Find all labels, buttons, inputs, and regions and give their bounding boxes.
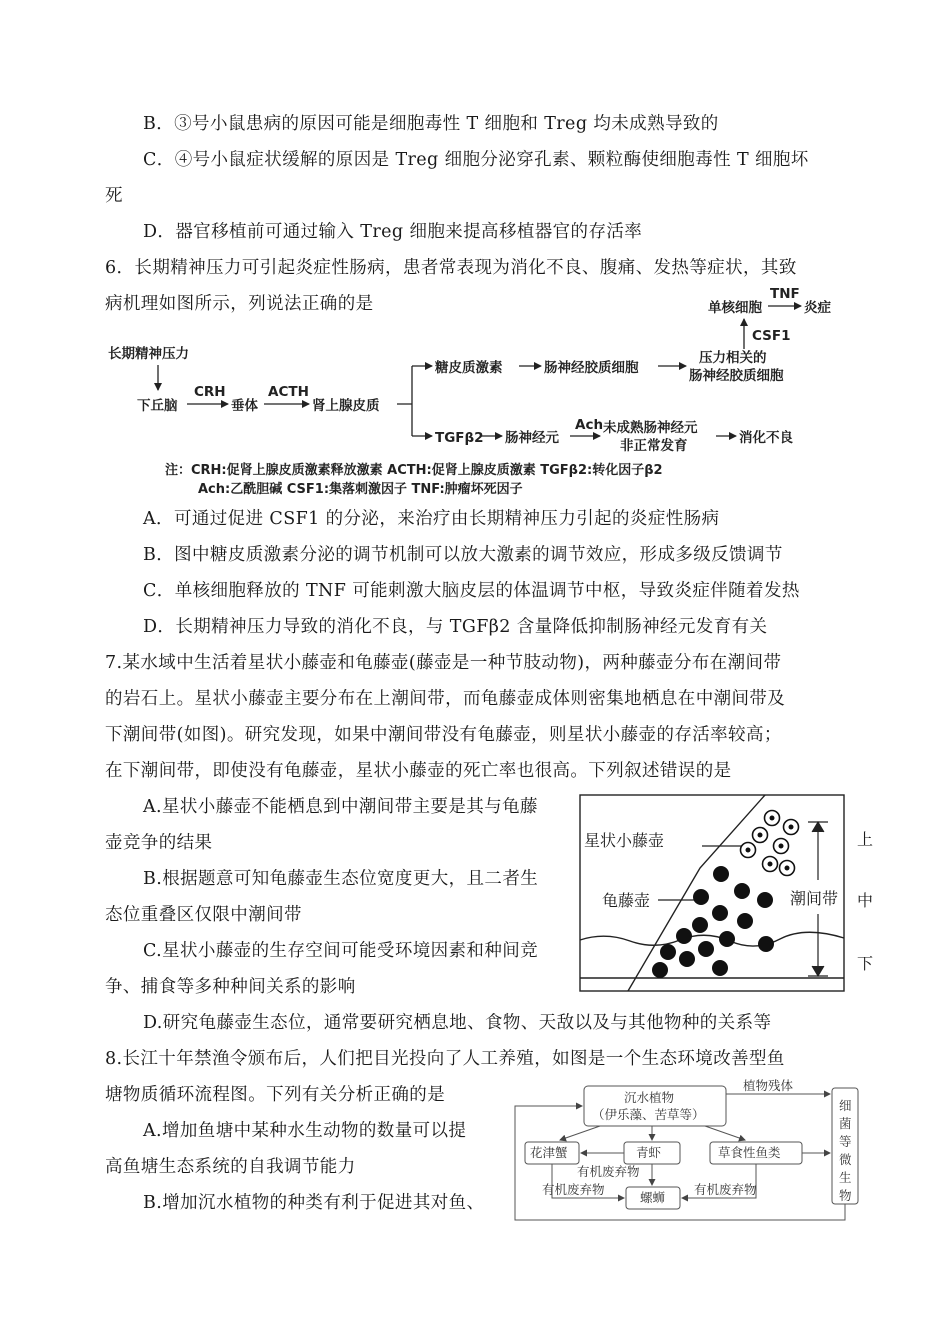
ach-label: Ach [575, 417, 604, 433]
q8-option-b-line1: B.增加沉水植物的种类有利于促进其对鱼、 [143, 1193, 485, 1213]
q7-stem-line2: 的岩石上。星状小藤壶主要分布在上潮间带，而龟藤壶成体则密集地栖息在中潮间带及 [105, 689, 786, 709]
q7-option-c-line1: C.星状小藤壶的生存空间可能受环境因素和种间竞 [143, 941, 539, 961]
q8-stem-line2: 塘物质循环流程图。下列有关分析正确的是 [105, 1085, 446, 1105]
adrenal-cortex-label: 肾上腺皮质 [312, 398, 380, 414]
glucocorticoid-label: 糖皮质激素 [435, 360, 503, 376]
enteric-glia-label: 肠神经胶质细胞 [544, 360, 639, 376]
shrimp-label: 青虾 [636, 1145, 662, 1160]
q6-option-d: D．长期精神压力导致的消化不良，与 TGFβ2 含量降低抑制肠神经元发育有关 [143, 617, 768, 637]
crab-label: 花津蟹 [530, 1145, 568, 1160]
organic-waste-label-3: 有机废弃物 [694, 1182, 757, 1197]
stress-label: 长期精神压力 [108, 346, 189, 362]
stress-glia-label-line2: 肠神经胶质细胞 [689, 368, 784, 384]
enteric-neuron-label: 肠神经元 [505, 430, 559, 446]
inflammation-label: 炎症 [804, 300, 831, 316]
q7-option-b-line2: 态位重叠区仅限中潮间带 [105, 905, 302, 925]
diagram-note-line2: Ach:乙酰胆碱 CSF1:集落刺激因子 TNF:肿瘤坏死因子 [198, 482, 523, 497]
microbes-char-4: 微 [839, 1152, 852, 1167]
q8-option-a-line2: 高鱼塘生态系统的自我调节能力 [105, 1157, 356, 1177]
q6-option-b: B．图中糖皮质激素分泌的调节机制可以放大激素的调节效应，形成多级反馈调节 [143, 545, 783, 565]
q7-stem-line1: 7.某水域中生活着星状小藤壶和龟藤壶(藤壶是一种节肢动物)，两种藤壶分布在潮间带 [105, 653, 782, 673]
indigestion-label: 消化不良 [739, 430, 793, 446]
q5-option-d: D．器官移植前可通过输入 Treg 细胞来提高移植器官的存活率 [143, 222, 643, 242]
upper-zone-label: 上 [857, 830, 874, 849]
microbes-char-2: 菌 [839, 1116, 852, 1131]
snail-label: 螺蛳 [640, 1190, 666, 1205]
q7-stem-line3: 下潮间带(如图)。研究发现，如果中潮间带没有龟藤壶，则星状小藤壶的存活率较高； [105, 725, 782, 745]
microbes-label [839, 1098, 852, 1203]
organic-waste-label-1: 有机废弃物 [577, 1164, 640, 1179]
middle-zone-label: 中 [857, 891, 874, 910]
submerged-plants-label: 沉水植物 [624, 1090, 675, 1105]
immature-neuron-label-line2: 非正常发育 [620, 438, 688, 454]
q5-option-c-line2: 死 [105, 186, 123, 206]
herbivorous-fish-label: 草食性鱼类 [718, 1145, 781, 1160]
q7-option-c-line2: 争、捕食等多种种间关系的影响 [105, 977, 356, 997]
microbes-char-6: 物 [839, 1188, 852, 1203]
q6-option-a: A．可通过促进 CSF1 的分泌，来治疗由长期精神压力引起的炎症性肠病 [143, 509, 720, 529]
q8-option-a-line1: A.增加鱼塘中某种水生动物的数量可以提 [143, 1121, 467, 1141]
tgf-beta2-label: TGFβ2 [435, 430, 484, 446]
immature-neuron-label-line1: 未成熟肠神经元 [603, 420, 698, 436]
microbes-char-5: 生 [839, 1170, 852, 1185]
submerged-plants-examples: （伊乐藻、苦草等） [592, 1107, 705, 1122]
q7-option-a-line2: 壶竞争的结果 [105, 833, 213, 853]
pituitary-label: 垂体 [231, 398, 258, 414]
crh-label: CRH [194, 384, 226, 400]
q7-option-b-line1: B.根据题意可知龟藤壶生态位宽度更大，且二者生 [143, 869, 539, 889]
q5-option-c-line1: C．④号小鼠症状缓解的原因是 Treg 细胞分泌穿孔素、颗粒酶使细胞毒性 T 细胞坏 [143, 150, 809, 170]
organic-waste-label-2: 有机废弃物 [542, 1182, 605, 1197]
q6-stem-line1: 6．长期精神压力可引起炎症性肠病，患者常表现为消化不良、腹痛、发热等症状，其致 [105, 258, 797, 278]
intertidal-label: 潮间带 [790, 889, 839, 908]
monocyte-label: 单核细胞 [708, 300, 762, 316]
hypothalamus-label: 下丘脑 [137, 398, 178, 414]
plant-residue-label: 植物残体 [743, 1078, 794, 1093]
diagram-note-line1: 注：CRH:促肾上腺皮质激素释放激素 ACTH:促肾上腺皮质激素 TGFβ2:转化因子β2 [165, 463, 663, 478]
q5-option-b: B．③号小鼠患病的原因可能是细胞毒性 T 细胞和 Treg 均未成熟导致的 [143, 114, 719, 134]
microbes-char-3: 等 [839, 1134, 852, 1149]
lower-zone-label: 下 [857, 954, 874, 973]
turtle-barnacle-label: 龟藤壶 [602, 891, 651, 910]
tnf-label: TNF [770, 286, 800, 302]
q6-stem-line2: 病机理如图所示，列说法正确的是 [105, 294, 374, 314]
q7-option-a-line1: A.星状小藤壶不能栖息到中潮间带主要是其与龟藤 [143, 797, 538, 817]
stress-glia-label-line1: 压力相关的 [699, 350, 767, 366]
q7-stem-line4: 在下潮间带，即使没有龟藤壶，星状小藤壶的死亡率也很高。下列叙述错误的是 [105, 761, 732, 781]
q6-option-c: C．单核细胞释放的 TNF 可能刺激大脑皮层的体温调节中枢，导致炎症伴随着发热 [143, 581, 800, 601]
star-barnacle-label: 星状小藤壶 [584, 831, 665, 850]
csf1-label: CSF1 [752, 328, 791, 344]
microbes-char-1: 细 [839, 1098, 852, 1113]
q7-option-d: D.研究龟藤壶生态位，通常要研究栖息地、食物、天敌以及与其他物种的关系等 [143, 1013, 772, 1033]
acth-label: ACTH [268, 384, 309, 400]
q8-stem-line1: 8.长江十年禁渔令颁布后，人们把目光投向了人工养殖，如图是一个生态环境改善型鱼 [105, 1049, 785, 1069]
